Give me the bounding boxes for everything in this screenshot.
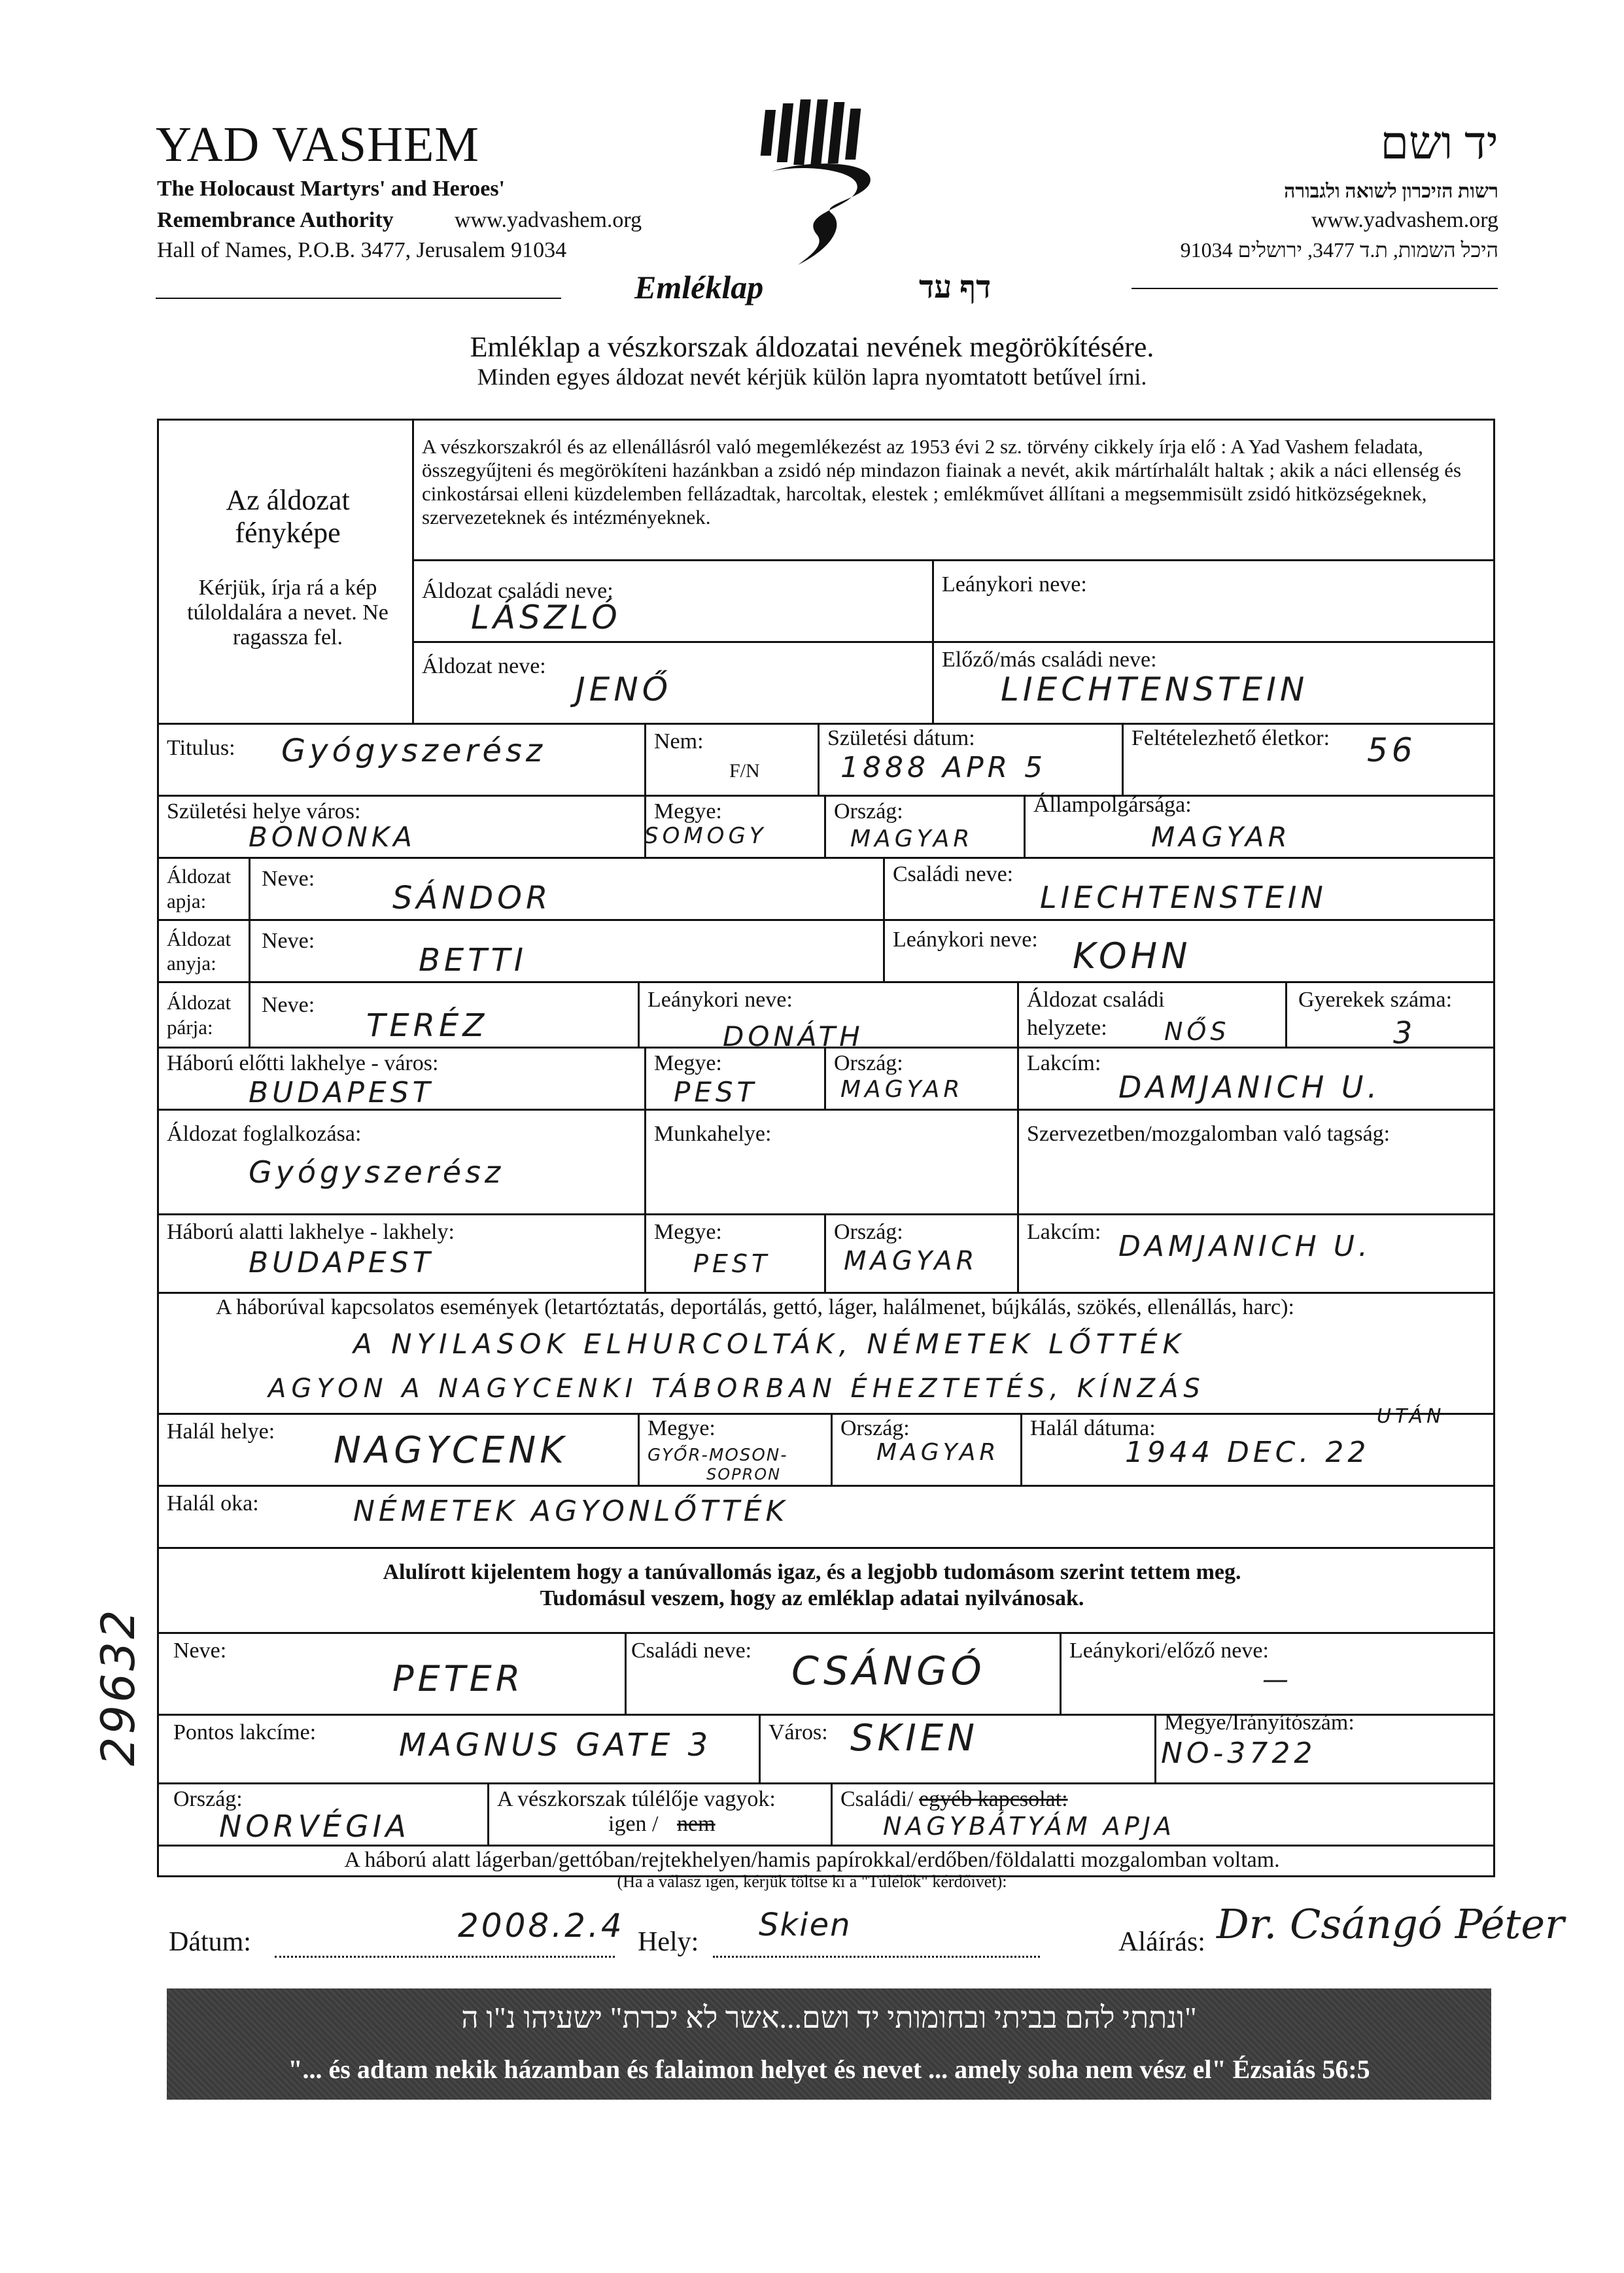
events-label: A háborúval kapcsolatos események (letartóztatás, deportálás, gettó, láger, halálmenet, bújkálás, szökés, ellenállás, harc): — [216, 1295, 1294, 1319]
website-right: www.yadvashem.org — [1311, 208, 1498, 232]
death-place-label: Halál helye: — [167, 1419, 275, 1444]
birth-date-value[interactable]: 1888 APR 5 — [840, 751, 1047, 784]
sub-country-label: Ország: — [173, 1787, 243, 1811]
sub-family-label: Családi neve: — [631, 1639, 752, 1663]
sub-address-label: Pontos lakcíme: — [173, 1720, 317, 1744]
occupation-value[interactable]: Gyógyszerész — [249, 1154, 505, 1190]
title-label: Titulus: — [167, 736, 235, 760]
prewar-country-value[interactable]: MAGYAR — [840, 1076, 964, 1103]
subtitle-1: Emléklap a vészkorszak áldozatai nevének megörökítésére. — [470, 331, 1154, 363]
prewar-res-label: Háború előtti lakhelye - város: — [167, 1051, 439, 1075]
spouse-victim-label: Áldozat — [167, 991, 232, 1014]
org-line1: The Holocaust Martyrs' and Heroes' — [157, 177, 505, 201]
first-name-value[interactable]: JENŐ — [576, 670, 672, 708]
signature-value[interactable]: Dr. Csángó Péter — [1217, 1900, 1564, 1948]
place-label: Hely: — [638, 1927, 699, 1957]
sex-options[interactable]: F/N — [729, 760, 760, 782]
children-value[interactable]: 3 — [1393, 1015, 1417, 1050]
date-value[interactable]: 2008.2.4 — [458, 1907, 625, 1945]
mother-victim-label: Áldozat — [167, 928, 232, 950]
signature-label: Aláírás: — [1118, 1927, 1205, 1957]
prev-family-name-value[interactable]: LIECHTENSTEIN — [1001, 670, 1309, 708]
prewar-county-value[interactable]: PEST — [674, 1076, 758, 1108]
declaration-2: Tudomásul veszem, hogy az emléklap adatai nyilvánosak. — [540, 1586, 1084, 1610]
sub-zip-label: Megye/Irányítószám: — [1164, 1710, 1355, 1735]
death-date-label: Halál dátuma: — [1030, 1416, 1156, 1440]
family-name-value[interactable]: LÁSZLÓ — [471, 599, 621, 636]
birth-country-value[interactable]: MAGYAR — [850, 825, 974, 852]
death-country-label: Ország: — [840, 1416, 910, 1440]
margin-number: 29632 — [92, 1607, 145, 1766]
age-value[interactable]: 56 — [1367, 731, 1417, 769]
events-line-1[interactable]: A NYILASOK ELHURCOLTÁK, NÉMETEK LŐTTÉK — [353, 1328, 1186, 1360]
form-title: Emléklap — [634, 269, 764, 305]
marital-label-1: Áldozat családi — [1027, 988, 1165, 1012]
prewar-county-label: Megye: — [654, 1051, 722, 1075]
spouse-name-value[interactable]: TERÉZ — [366, 1007, 489, 1044]
father-victim-label: Áldozat — [167, 865, 232, 888]
law-text: A vészkorszakról és az ellenállásról való megemlékezést az 1953 évi 2 sz. törvény cikkely írja elő : A Yad Vashem feladata, összegyűjteni és megörökíteni hazánkban a zsidó nép mindazon fiainak a nevét, akik mártírhalált haltak ; akik a náci ellenség és cinkostársai elleni küzdelemben fellázadtak, harcoltak, elestek ; emlékművet állítani a megsemmisült zsidó hitközségeknek, szervezeteknek és intézményeknek. — [422, 435, 1462, 529]
mother-maiden-value[interactable]: KOHN — [1073, 935, 1192, 977]
relation-label: Családi/ — [840, 1787, 914, 1811]
father-family-label: Családi neve: — [893, 862, 1014, 886]
war-address-label: Lakcím: — [1027, 1220, 1101, 1244]
war-county-value[interactable]: PEST — [693, 1249, 771, 1278]
birth-place-value[interactable]: BONONKA — [249, 821, 417, 853]
death-county-label: Megye: — [648, 1416, 716, 1440]
hebrew-authority: רשות הזיכרון לשואה ולגבורה — [1284, 181, 1498, 202]
children-label: Gyerekek száma: — [1298, 988, 1453, 1012]
death-cause-label: Halál oka: — [167, 1491, 259, 1516]
subtitle-2: Minden egyes áldozat nevét kérjük külön lapra nyomtatott betűvel írni. — [477, 364, 1147, 390]
first-name-label: Áldozat neve: — [422, 654, 546, 678]
birth-date-label: Születési dátum: — [827, 726, 975, 750]
war-country-value[interactable]: MAGYAR — [844, 1246, 978, 1276]
date-label: Dátum: — [169, 1927, 251, 1957]
mother-label: anyja: — [167, 952, 216, 975]
place-value[interactable]: Skien — [759, 1907, 852, 1943]
survivor-label: A vészkorszak túlélője vagyok: — [497, 1787, 776, 1811]
maiden-name-label: Leánykori neve: — [942, 572, 1087, 597]
yad-vashem-logo — [759, 98, 883, 268]
war-res-label: Háború alatti lakhelye - lakhely: — [167, 1220, 455, 1244]
photo-instructions: Kérjük, írja rá a kép túloldalára a nevet. Ne ragassza fel. — [187, 576, 389, 650]
spouse-label: párja: — [167, 1016, 213, 1039]
prewar-country-label: Ország: — [834, 1051, 903, 1075]
war-address-value[interactable]: DAMJANICH U. — [1118, 1230, 1372, 1263]
sub-zip-value[interactable]: NO-3722 — [1161, 1737, 1317, 1770]
title-value[interactable]: Gyógyszerész — [281, 733, 547, 769]
sub-name-value[interactable]: PETER — [392, 1658, 525, 1699]
sub-maiden-value[interactable]: — — [1262, 1665, 1292, 1695]
age-label: Feltételezhető életkor: — [1132, 726, 1330, 750]
workplace-label: Munkahelye: — [654, 1122, 772, 1146]
sub-city-value[interactable]: SKIEN — [850, 1717, 979, 1760]
sub-name-label: Neve: — [173, 1639, 227, 1663]
citizenship-value[interactable]: MAGYAR — [1151, 821, 1291, 853]
birth-country-label: Ország: — [834, 799, 903, 824]
prev-family-name-label: Előző/más családi neve: — [942, 648, 1157, 672]
camp-note: (Ha a válasz igen, kérjük töltse ki a "Túlélők" kérdőivet): — [617, 1872, 1007, 1891]
prewar-address-label: Lakcím: — [1027, 1051, 1101, 1075]
relation-value[interactable]: NAGYBÁTYÁM APJA — [883, 1812, 1175, 1841]
membership-label: Szervezetben/mozgalomban való tagság: — [1027, 1122, 1391, 1146]
marital-label-2: helyzete: — [1027, 1016, 1107, 1040]
prewar-city-value[interactable]: BUDAPEST — [249, 1076, 434, 1109]
sub-family-value[interactable]: CSÁNGÓ — [791, 1648, 986, 1694]
sub-country-value[interactable]: NORVÉGIA — [219, 1809, 410, 1844]
mother-name-value[interactable]: BETTI — [419, 942, 528, 979]
occupation-label: Áldozat foglalkozása: — [167, 1122, 362, 1146]
address-left: Hall of Names, P.O.B. 3477, Jerusalem 91034 — [157, 238, 567, 262]
father-label: apja: — [167, 890, 207, 912]
hebrew-name: יד ושם — [1380, 118, 1498, 169]
death-county-value-2[interactable]: SOPRON — [706, 1465, 782, 1484]
events-line-3[interactable]: UTÁN — [1377, 1405, 1445, 1428]
marital-value[interactable]: NŐS — [1164, 1017, 1230, 1046]
father-name-label: Neve: — [262, 867, 315, 891]
spouse-maiden-label: Leánykori neve: — [648, 988, 793, 1012]
events-line-2[interactable]: AGYON A NAGYCENKI TÁBORBAN ÉHEZTETÉS, KÍNZÁS — [268, 1374, 1205, 1404]
sub-maiden-label: Leánykori/előző neve: — [1069, 1639, 1269, 1663]
death-place-value[interactable]: NAGYCENK — [334, 1429, 568, 1472]
footer-hungarian: "... és adtam nekik házamban és falaimon helyet és nevet ... amely soha nem vész el" Ézsaiás 56:5 — [288, 2055, 1370, 2084]
camp-line: A háború alatt lágerban/gettóban/rejtekhelyen/hamis papírokkal/erdőben/földalatti mozgalomban voltam. — [344, 1848, 1280, 1872]
birth-place-label: Születési helye város: — [167, 799, 361, 824]
website-left: www.yadvashem.org — [455, 208, 642, 232]
family-name-label: Áldozat családi neve: — [422, 579, 613, 603]
declaration-1: Alulírott kijelentem hogy a tanúvallomás igaz, és a legjobb tudomásom szerint tettem meg. — [383, 1560, 1241, 1584]
form-title-hebrew: דף עד — [919, 270, 992, 305]
relation-struck-label: egyéb kapcsolat: — [919, 1787, 1068, 1811]
photo-title: Az áldozat fényképe — [226, 484, 350, 549]
war-country-label: Ország: — [834, 1220, 903, 1244]
death-date-value[interactable]: 1944 DEC. 22 — [1125, 1436, 1370, 1469]
survivor-no[interactable]: nem — [677, 1812, 716, 1836]
survivor-yes[interactable]: igen / — [608, 1812, 659, 1836]
birth-county-value[interactable]: SOMOGY — [644, 823, 767, 849]
sub-city-label: Város: — [769, 1720, 828, 1744]
father-family-value[interactable]: LIECHTENSTEIN — [1040, 880, 1327, 915]
mother-maiden-label: Leánykori neve: — [893, 928, 1038, 952]
father-name-value[interactable]: SÁNDOR — [392, 880, 552, 916]
spouse-maiden-value[interactable]: DONÁTH — [723, 1020, 864, 1052]
death-cause-value[interactable]: NÉMETEK AGYONLŐTTÉK — [353, 1495, 789, 1528]
war-county-label: Megye: — [654, 1220, 722, 1244]
sub-address-value[interactable]: MAGNUS GATE 3 — [399, 1727, 712, 1763]
death-country-value[interactable]: MAGYAR — [876, 1439, 1000, 1466]
address-right: היכל השמות, ת.ד 3477, ירושלים 91034 — [1180, 238, 1498, 262]
war-city-value[interactable]: BUDAPEST — [249, 1246, 434, 1279]
birth-county-label: Megye: — [654, 799, 722, 824]
sex-label: Nem: — [654, 729, 704, 754]
footer-hebrew: "ונתתי להם בביתי ובחומותי יד ושם...אשר לא יכרת" ישעיהו נ"ו ה — [461, 2001, 1197, 2034]
citizenship-label: Állampolgársága: — [1033, 793, 1192, 817]
org-name: YAD VASHEM — [156, 117, 479, 172]
spouse-name-label: Neve: — [262, 993, 315, 1017]
prewar-address-value[interactable]: DAMJANICH U. — [1118, 1069, 1381, 1105]
org-line2: Remembrance Authority — [157, 208, 394, 232]
death-county-value-1[interactable]: GYŐR-MOSON- — [648, 1446, 788, 1465]
mother-name-label: Neve: — [262, 929, 315, 953]
